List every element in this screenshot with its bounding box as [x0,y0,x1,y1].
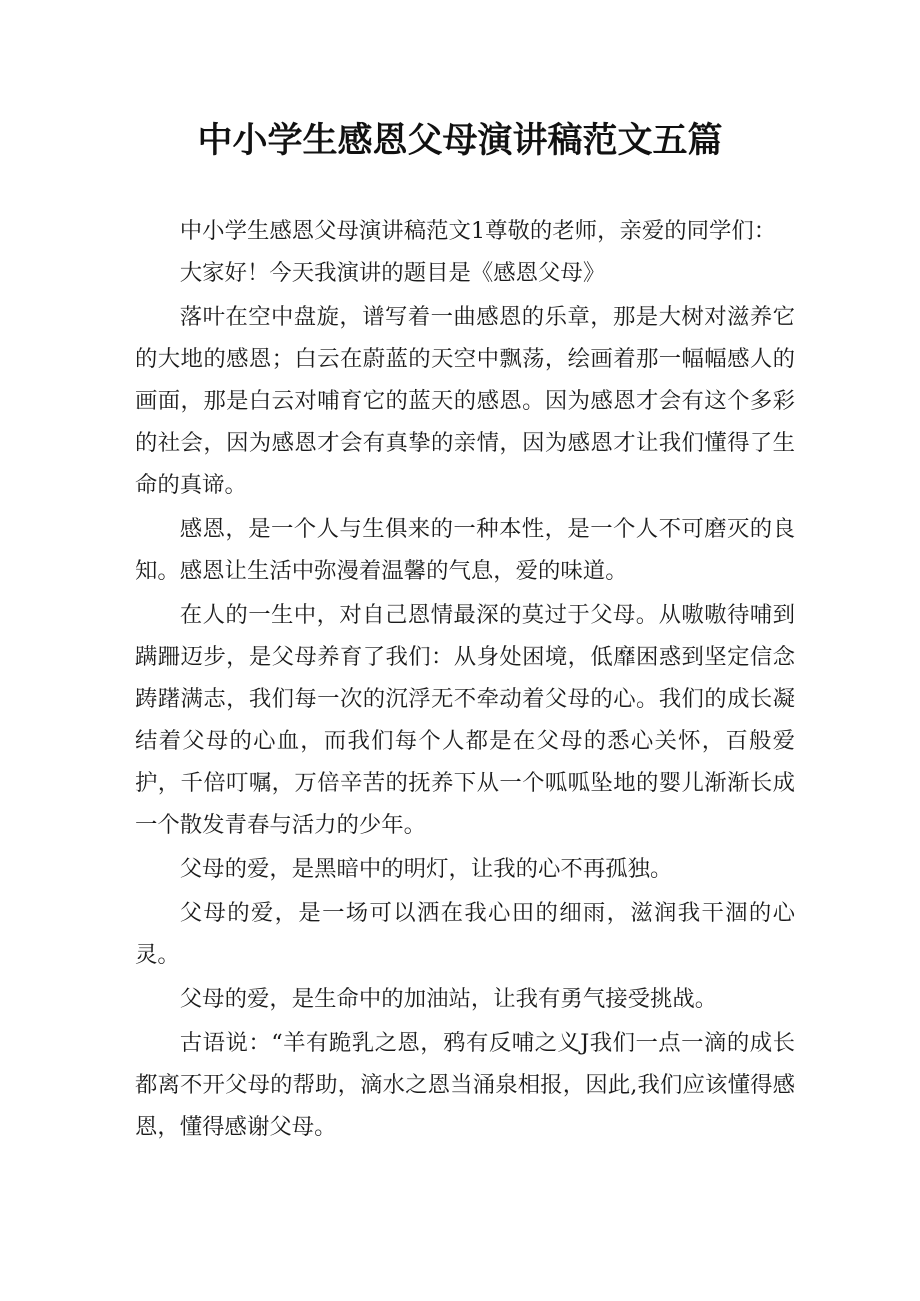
paragraph-topic: 大家好！今天我演讲的题目是《感恩父母》 [179,260,606,286]
paragraph-gratitude-nature: 感恩，是一个人与生俱来的一种本性，是一个人不可磨灭的良知。感恩让生活中弥漫着温馨的气息，爱的味道。 [135,516,795,584]
paragraph-greeting: 中小学生感恩父母演讲稿范文1尊敬的老师，亲爱的同学们： [179,218,777,244]
paragraph-proverb: 古语说：“羊有跪乳之恩，鸦有反哺之义J我们一点一滴的成长都离不开父母的帮助，滴水之恩当涌泉相报，因此,我们应该懂得感恩，懂得感谢父母。 [135,1030,795,1140]
paragraph-falling-leaves: 落叶在空中盘旋，谱写着一曲感恩的乐章，那是大树对滋养它的大地的感恩；白云在蔚蓝的天空中飘荡，绘画着那一幅幅感人的画面，那是白云对哺育它的蓝天的感恩。因为感恩才会有这个多彩的社会，因为感恩才会有真挚的亲情，因为感恩才让我们懂得了生命的真谛。 [135,304,795,498]
document-title: 中小学生感恩父母演讲稿范文五篇 [197,121,723,161]
paragraph-parents-love-station: 父母的爱，是生命中的加油站，让我有勇气接受挑战。 [179,986,718,1012]
paragraph-parents-love-lamp: 父母的爱，是黑暗中的明灯，让我的心不再孤独。 [179,856,673,882]
paragraph-parents-love-rain: 父母的爱，是一场可以洒在我心田的细雨，滋润我干涸的心灵。 [135,900,795,968]
document-body [135,210,795,1150]
paragraph-parents-care: 在人的一生中，对自己恩情最深的莫过于父母。从嗷嗷待哺到蹒跚迈步，是父母养育了我们：从身处困境，低靡困惑到坚定信念踌躇满志，我们每一次的沉浮无不牵动着父母的心。我们的成长凝结着父母的心血，而我们每个人都是在父母的悉心关怀，百般爱护，千倍叮嘱，万倍辛苦的抚养下从一个呱呱坠地的婴儿渐渐长成一个散发青春与活力的少年。 [135,602,795,838]
